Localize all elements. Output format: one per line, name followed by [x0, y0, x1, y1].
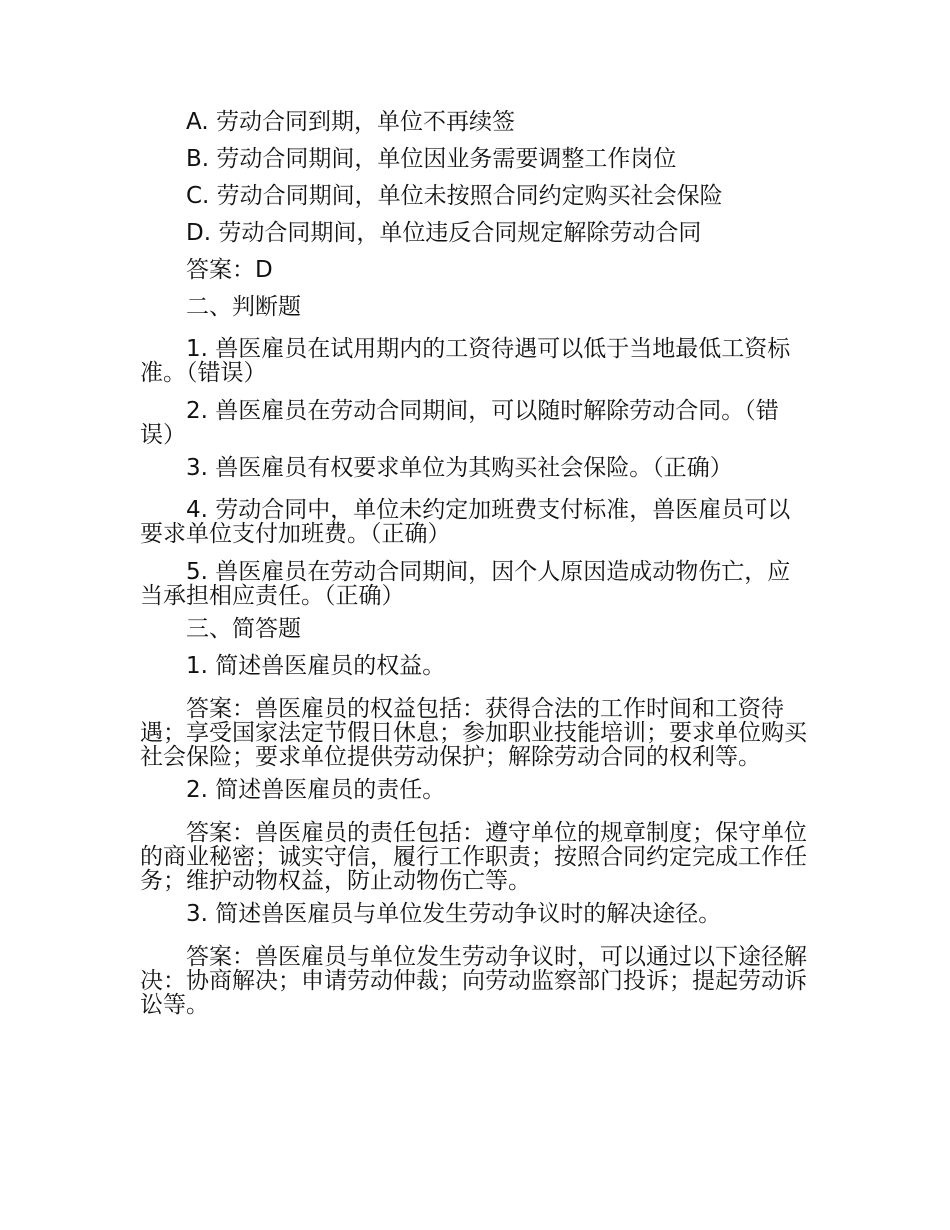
- option-b: B. 劳动合同期间，单位因业务需要调整工作岗位: [186, 146, 677, 172]
- judgment-item-5: 5. 兽医雇员在劳动合同期间，因个人原因造成动物伤亡，应当承担相应责任。（正确）: [140, 559, 791, 609]
- short-question-3: 3. 简述兽医雇员与单位发生劳动争议时的解决途径。: [186, 901, 722, 927]
- short-answer-2: 答案：兽医雇员的责任包括：遵守单位的规章制度；保守单位的商业秘密；诚实守信，履行工作职责；按照合同约定完成工作任务；维护动物权益，防止动物伤亡等。: [140, 820, 807, 894]
- short-answer-3: 答案：兽医雇员与单位发生劳动争议时，可以通过以下途径解决：协商解决；申请劳动仲裁；向劳动监察部门投诉；提起劳动诉讼等。: [140, 944, 807, 1018]
- judgment-item-2: 2. 兽医雇员在劳动合同期间，可以随时解除劳动合同。（错误）: [140, 398, 779, 448]
- option-d: D. 劳动合同期间，单位违反合同规定解除劳动合同: [186, 220, 702, 246]
- option-c: C. 劳动合同期间，单位未按照合同约定购买社会保险: [186, 183, 723, 209]
- option-a: A. 劳动合同到期，单位不再续签: [186, 109, 515, 135]
- judgment-item-3: 3. 兽医雇员有权要求单位为其购买社会保险。（正确）: [186, 455, 733, 481]
- short-answer-1: 答案：兽医雇员的权益包括：获得合法的工作时间和工资待遇；享受国家法定节假日休息；参加职业技能培训；要求单位购买社会保险；要求单位提供劳动保护；解除劳动合同的权利等。: [140, 696, 807, 770]
- judgment-item-4: 4. 劳动合同中，单位未约定加班费支付标准，兽医雇员可以要求单位支付加班费。（正确）: [140, 497, 791, 547]
- choice-answer: 答案：D: [186, 257, 273, 283]
- judgment-item-1: 1. 兽医雇员在试用期内的工资待遇可以低于当地最低工资标准。（错误）: [140, 336, 791, 386]
- short-question-1: 1. 简述兽医雇员的权益。: [186, 653, 446, 679]
- section-heading-short-answer: 三、简答题: [186, 616, 301, 642]
- short-question-2: 2. 简述兽医雇员的责任。: [186, 777, 446, 803]
- section-heading-judgment: 二、判断题: [186, 294, 301, 320]
- document-body: [140, 104, 812, 1020]
